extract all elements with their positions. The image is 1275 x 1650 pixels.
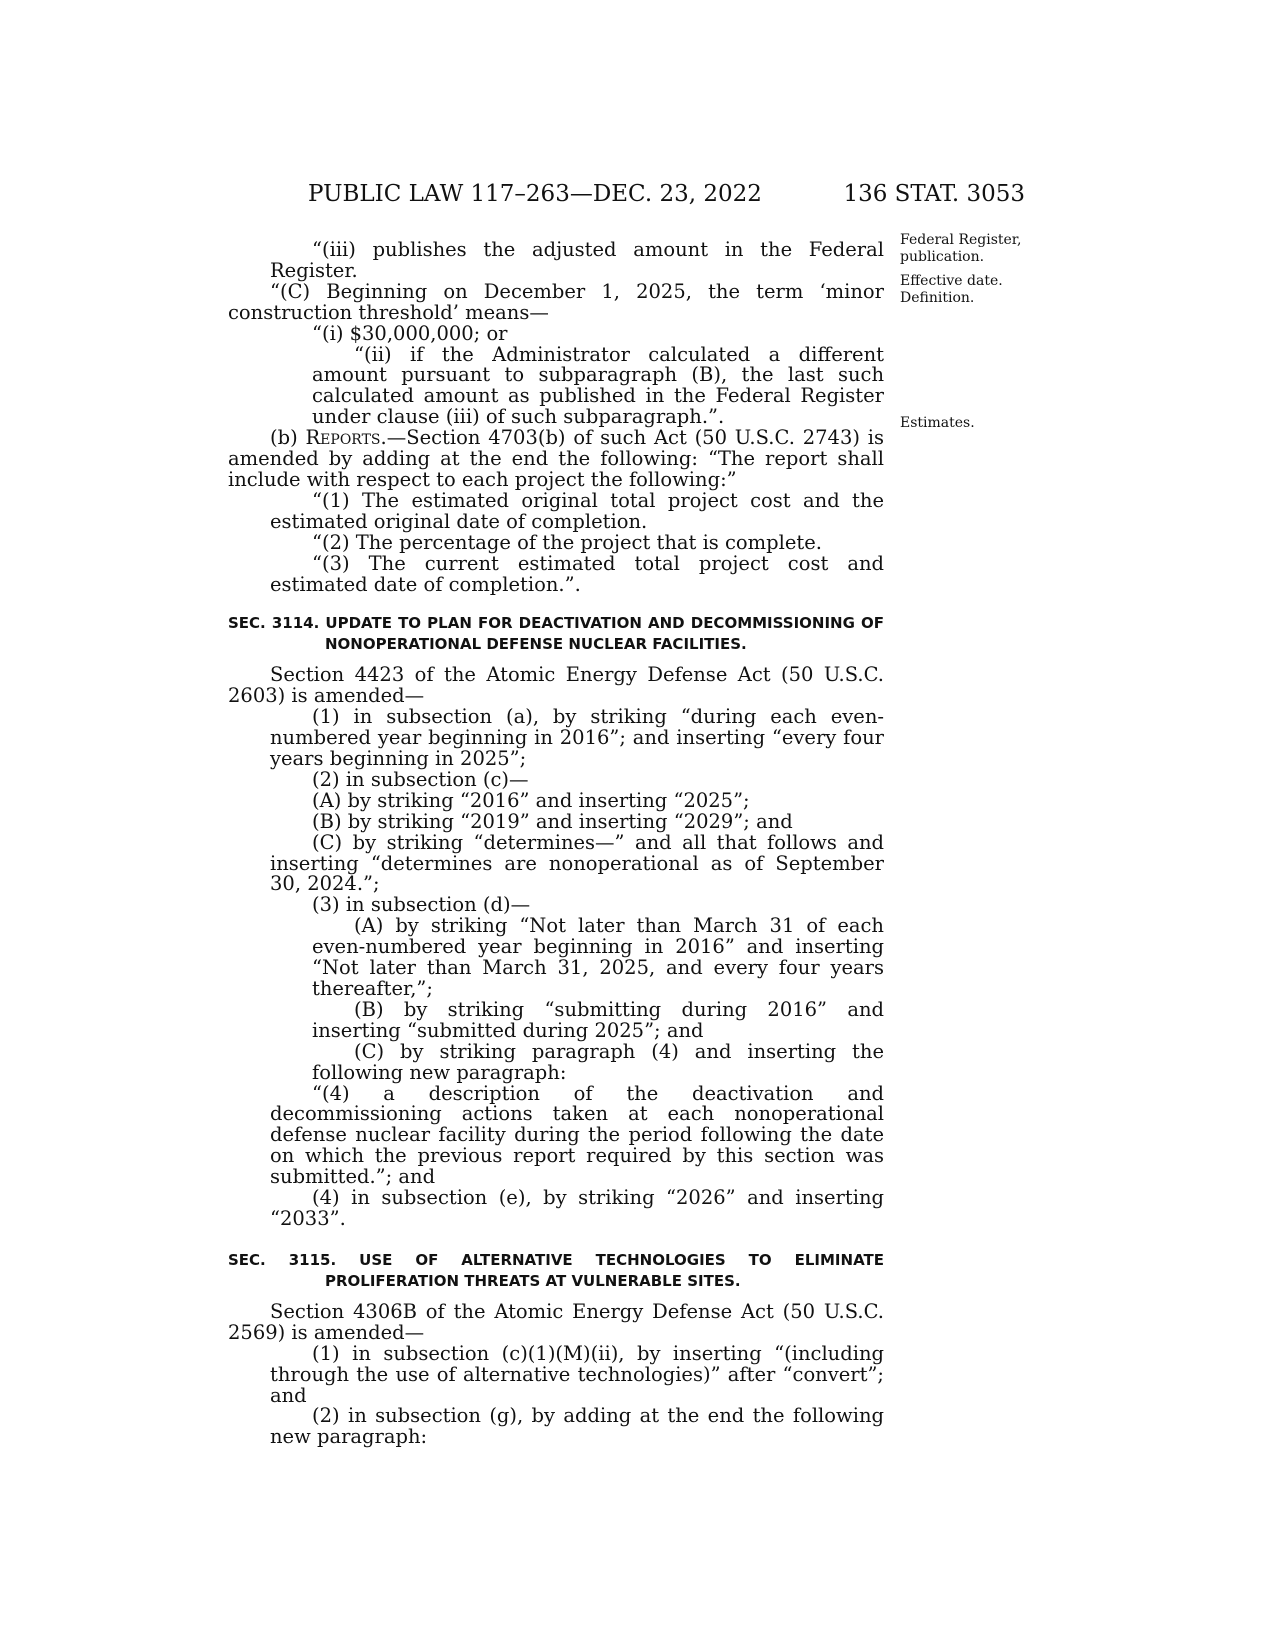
paragraph-2-percentage: “(2) The percentage of the project that is complete. xyxy=(312,530,822,554)
paragraph-4423-1: (1) in subsection (a), by striking “during each even-numbered year beginning in 2016”; and inserting “every four years beginning in 2025”; xyxy=(270,705,884,771)
paragraph-4423-2-b: (B) by striking “2019” and inserting “2029”; and xyxy=(312,809,793,833)
margin-note-definition: Definition. xyxy=(900,290,975,306)
margin-note-federal-register: Federal Register, xyxy=(900,232,1022,248)
paragraph-4306b-2: (2) in subsection (g), by adding at the end the following new paragraph: xyxy=(270,1404,884,1449)
paragraph-4423-3-c: (C) by striking paragraph (4) and inserting the following new paragraph: xyxy=(312,1039,884,1084)
margin-note-effective-date: Effective date. xyxy=(900,273,1003,289)
paragraph-4423-2-a: (A) by striking “2016” and inserting “2025”; xyxy=(312,788,750,812)
paragraph-3-current: “(3) The current estimated total project cost and estimated date of completion.”. xyxy=(270,551,884,596)
reports-heading: Reports xyxy=(305,426,381,450)
section-heading-3115: SEC. 3115. USE OF ALTERNATIVE TECHNOLOGIES TO ELIMINATE PROLIFERATION THREATS AT VULNERABLE SITES. xyxy=(228,1250,884,1290)
paragraph-section-4423: Section 4423 of the Atomic Energy Defense Act (50 U.S.C. 2603) is amended— xyxy=(228,663,884,708)
reports-text: .—Section 4703(b) of such Act (50 U.S.C. 2743) is amended by adding at the end the following: “The report shall include with respect to each project the following:” xyxy=(228,426,884,491)
paragraph-4423-3-a: (A) by striking “Not later than March 31 of each even-numbered year beginning in 2016” and inserting “Not later than March 31, 2025, and every four years thereafter,”; xyxy=(312,914,884,1000)
margin-note-estimates: Estimates. xyxy=(900,415,975,431)
paragraph-4423-new-4: “(4) a description of the deactivation and decommissioning actions taken at each nonoperational defense nuclear facility during the period following the date on which the previous report required by this section was submitted.”; and xyxy=(270,1081,884,1189)
paragraph-1-estimated: “(1) The estimated original total project cost and the estimated original date of completion. xyxy=(270,488,884,533)
margin-note-publication: publication. xyxy=(900,249,985,265)
paragraph-4423-3: (3) in subsection (d)— xyxy=(312,893,531,917)
paragraph-4423-4: (4) in subsection (e), by striking “2026” and inserting “2033”. xyxy=(270,1186,884,1230)
reports-lead: (b) xyxy=(270,426,306,450)
paragraph-4306b-1: (1) in subsection (c)(1)(M)(ii), by inserting “(including through the use of alternative technologies)” after “convert”; and xyxy=(270,1341,884,1407)
section-heading-3114: SEC. 3114. UPDATE TO PLAN FOR DEACTIVATION AND DECOMMISSIONING OF NONOPERATIONAL DEFENSE NUCLEAR FACILITIES. xyxy=(228,614,884,654)
paragraph-4423-2-c: (C) by striking “determines—” and all that follows and inserting “determines are nonoperational as of September 30, 2024.”; xyxy=(270,830,884,896)
running-header-stat-page: 136 STAT. 3053 xyxy=(843,181,1025,207)
running-header-title: PUBLIC LAW 117–263—DEC. 23, 2022 xyxy=(308,181,762,207)
paragraph-i-amount: “(i) $30,000,000; or xyxy=(312,321,508,345)
paragraph-iii-publishes: “(iii) publishes the adjusted amount in the Federal Register. xyxy=(270,238,884,282)
main-text-column xyxy=(228,240,884,1448)
paragraph-4423-3-b: (B) by striking “submitting during 2016” and inserting “submitted during 2025”; and xyxy=(312,997,884,1042)
paragraph-section-4306b: Section 4306B of the Atomic Energy Defense Act (50 U.S.C. 2569) is amended— xyxy=(228,1299,884,1344)
paragraph-ii-administrator: “(ii) if the Administrator calculated a different amount pursuant to subparagraph (B), the last such calculated amount as published in the Federal Register under clause (iii) of such subparagraph.”. xyxy=(312,342,884,429)
paragraph-c-beginning: “(C) Beginning on December 1, 2025, the term ‘minor construction threshold’ means— xyxy=(228,279,884,324)
paragraph-4423-2: (2) in subsection (c)— xyxy=(312,767,529,791)
paragraph-b-reports xyxy=(228,428,884,491)
